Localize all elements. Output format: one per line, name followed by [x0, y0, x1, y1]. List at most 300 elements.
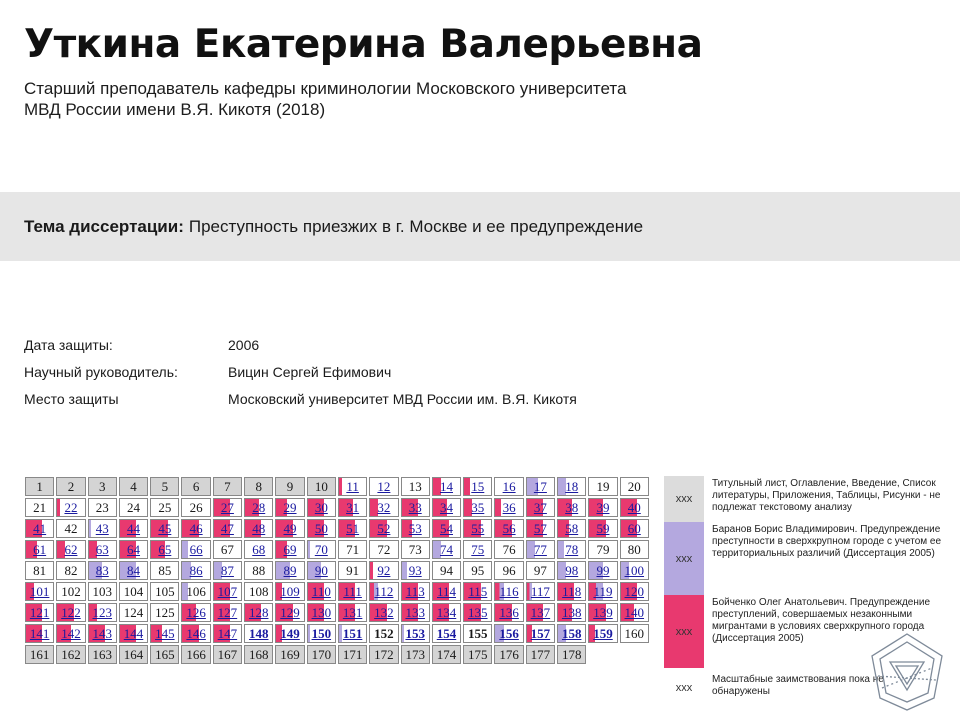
page-cell-115[interactable] [463, 582, 492, 601]
page-cell-23 [88, 498, 117, 517]
page-cell-92[interactable] [369, 561, 398, 580]
page-number: 28 [252, 499, 266, 515]
page-number: 119 [593, 583, 613, 599]
page-cell-55[interactable] [463, 519, 492, 538]
page-number: 71 [346, 541, 360, 557]
page-cell-162 [56, 645, 85, 664]
page-number: 61 [33, 541, 47, 557]
page-cell-37[interactable] [526, 498, 555, 517]
page-number: 59 [596, 520, 610, 536]
page-number: 132 [374, 604, 394, 620]
page-cell-154[interactable] [432, 624, 461, 643]
page-cell-86[interactable] [181, 561, 210, 580]
page-cell-157[interactable] [526, 624, 555, 643]
page-cell-68[interactable] [244, 540, 273, 559]
page-number: 50 [314, 520, 328, 536]
page-cell-83[interactable] [88, 561, 117, 580]
page-number: 31 [346, 499, 360, 515]
page-number: 75 [471, 541, 485, 557]
page-number: 136 [499, 604, 519, 620]
page-cell-64[interactable] [119, 540, 148, 559]
page-cell-42 [56, 519, 85, 538]
page-number: 111 [343, 583, 362, 599]
page-number: 5 [161, 478, 169, 494]
page-cell-75[interactable] [463, 540, 492, 559]
page-number: 88 [252, 562, 266, 578]
page-cell-59[interactable] [588, 519, 617, 538]
page-number: 8 [255, 478, 262, 494]
page-cell-6 [181, 477, 210, 496]
page-number: 51 [346, 520, 360, 536]
page-cell-53[interactable] [401, 519, 430, 538]
page-coverage-bar [558, 541, 563, 558]
page-coverage-bar [308, 541, 311, 558]
page-cell-111[interactable] [338, 582, 367, 601]
page-cell-97 [526, 561, 555, 580]
page-cell-33[interactable] [401, 498, 430, 517]
legend-swatch: xxx [664, 668, 704, 708]
page-number: 178 [561, 646, 582, 662]
page-cell-140[interactable] [620, 603, 649, 622]
page-cell-128[interactable] [244, 603, 273, 622]
info-value: 2006 [228, 336, 260, 353]
page-number: 169 [280, 646, 300, 662]
page-cell-56[interactable] [494, 519, 523, 538]
page-cell-116[interactable] [494, 582, 523, 601]
page-cell-127[interactable] [213, 603, 242, 622]
page-number: 124 [123, 604, 144, 620]
page-number: 154 [436, 625, 457, 641]
page-number: 142 [61, 625, 81, 641]
page-number: 7 [224, 478, 231, 494]
page-number: 96 [502, 562, 516, 578]
info-value: Вицин Сергей Ефимович [228, 363, 392, 380]
page-cell-32[interactable] [369, 498, 398, 517]
page-cell-46[interactable] [181, 519, 210, 538]
page-cell-69[interactable] [275, 540, 304, 559]
page-cell-129[interactable] [275, 603, 304, 622]
page-cell-132[interactable] [369, 603, 398, 622]
page-number: 106 [186, 583, 206, 599]
page-number: 104 [123, 583, 144, 599]
page-cell-63[interactable] [88, 540, 117, 559]
page-cell-12[interactable] [369, 477, 398, 496]
page-cell-35[interactable] [463, 498, 492, 517]
page-cell-126[interactable] [181, 603, 210, 622]
page-number: 13 [408, 478, 422, 494]
page-cell-20 [620, 477, 649, 496]
page-cell-48[interactable] [244, 519, 273, 538]
page-coverage-bar [182, 541, 187, 558]
page-number: 83 [95, 562, 109, 578]
page-cell-122[interactable] [56, 603, 85, 622]
page-cell-54[interactable] [432, 519, 461, 538]
page-cell-5 [150, 477, 179, 496]
page-cell-15[interactable] [463, 477, 492, 496]
page-cell-151[interactable] [338, 624, 367, 643]
page-cell-78[interactable] [557, 540, 586, 559]
page-cell-40[interactable] [620, 498, 649, 517]
page-cell-139[interactable] [588, 603, 617, 622]
page-cell-8 [244, 477, 273, 496]
page-cell-43[interactable] [88, 519, 117, 538]
page-coverage-bar [402, 562, 407, 579]
page-cell-45[interactable] [150, 519, 179, 538]
info-key: Дата защиты: [24, 336, 113, 353]
page-cell-70[interactable] [307, 540, 336, 559]
page-cell-131[interactable] [338, 603, 367, 622]
page-number: 68 [252, 541, 266, 557]
page-cell-161 [25, 645, 54, 664]
page-number: 18 [565, 478, 579, 494]
page-cell-110[interactable] [307, 582, 336, 601]
page-coverage-bar [339, 478, 342, 495]
page-coverage-bar [495, 499, 500, 516]
page-number: 25 [158, 499, 172, 515]
page-number: 54 [440, 520, 453, 536]
page-number: 92 [377, 562, 391, 578]
topic-label: Тема диссертации: [24, 216, 184, 236]
page-number: 49 [283, 520, 297, 536]
info-row-date [24, 331, 577, 358]
page-number: 165 [155, 646, 175, 662]
info-row-supervisor [24, 358, 577, 385]
page-cell-13 [401, 477, 430, 496]
page-cell-149[interactable] [275, 624, 304, 643]
page-coverage-bar [57, 499, 60, 516]
page-number: 90 [314, 562, 328, 578]
page-number: 134 [436, 604, 457, 620]
page-number: 118 [562, 583, 582, 599]
page-cell-50[interactable] [307, 519, 336, 538]
page-number: 152 [374, 625, 394, 641]
page-coverage-bar [89, 520, 92, 537]
page-cell-141[interactable] [25, 624, 54, 643]
page-number: 121 [29, 604, 50, 620]
page-cell-153[interactable] [401, 624, 430, 643]
page-cell-109[interactable] [275, 582, 304, 601]
page-number: 164 [123, 646, 144, 662]
page-number: 24 [127, 499, 141, 515]
page-number: 167 [217, 646, 238, 662]
page-number: 42 [64, 520, 78, 536]
page-cell-62[interactable] [56, 540, 85, 559]
page-cell-10 [307, 477, 336, 496]
page-number: 147 [217, 625, 238, 641]
page-cell-29[interactable] [275, 498, 304, 517]
page-number: 109 [280, 583, 300, 599]
page-cell-112[interactable] [369, 582, 398, 601]
page-cell-166 [181, 645, 210, 664]
page-number: 144 [123, 625, 144, 641]
page-cell-123[interactable] [88, 603, 117, 622]
page-cell-11[interactable] [338, 477, 367, 496]
page-cell-30[interactable] [307, 498, 336, 517]
page-cell-71 [338, 540, 367, 559]
page-cell-18[interactable] [557, 477, 586, 496]
page-cell-96 [494, 561, 523, 580]
page-cell-36[interactable] [494, 498, 523, 517]
page-cell-41[interactable] [25, 519, 54, 538]
page-cell-176 [494, 645, 523, 664]
page-number: 19 [596, 478, 610, 494]
page-cell-150[interactable] [307, 624, 336, 643]
page-coverage-bar [308, 625, 311, 642]
page-cell-170 [307, 645, 336, 664]
page-cell-101[interactable] [25, 582, 54, 601]
page-cell-120[interactable] [620, 582, 649, 601]
page-number: 140 [624, 604, 645, 620]
page-number: 91 [346, 562, 360, 578]
topic-value: Преступность приезжих в г. Москве и ее предупреждение [188, 216, 644, 236]
page-number: 95 [471, 562, 485, 578]
page-number: 170 [311, 646, 332, 662]
page-cell-159[interactable] [588, 624, 617, 643]
page-cell-142[interactable] [56, 624, 85, 643]
page-cell-124 [119, 603, 148, 622]
page-cell-85 [150, 561, 179, 580]
page-cell-84[interactable] [119, 561, 148, 580]
page-cell-17[interactable] [526, 477, 555, 496]
page-cell-108 [244, 582, 273, 601]
page-cell-173 [401, 645, 430, 664]
page-number: 120 [624, 583, 645, 599]
page-cell-134[interactable] [432, 603, 461, 622]
page-cell-73 [401, 540, 430, 559]
page-cell-47[interactable] [213, 519, 242, 538]
page-cell-4 [119, 477, 148, 496]
page-cell-147[interactable] [213, 624, 242, 643]
legend-swatch: xxx [664, 522, 704, 595]
page-number: 40 [627, 499, 641, 515]
page-number: 163 [92, 646, 112, 662]
page-cell-94 [432, 561, 461, 580]
page-cell-44[interactable] [119, 519, 148, 538]
page-number: 100 [624, 562, 645, 578]
page-cell-138[interactable] [557, 603, 586, 622]
page-number: 73 [408, 541, 422, 557]
page-number: 148 [248, 625, 269, 641]
page-number: 57 [533, 520, 547, 536]
page-cell-51[interactable] [338, 519, 367, 538]
page-cell-16[interactable] [494, 477, 523, 496]
stamp-seal-icon [868, 628, 946, 714]
page-number: 172 [374, 646, 394, 662]
page-cell-148[interactable] [244, 624, 273, 643]
page-cell-2 [56, 477, 85, 496]
page-cell-14[interactable] [432, 477, 461, 496]
page-coverage-bar [370, 562, 373, 579]
page-number: 41 [33, 520, 47, 536]
page-number: 115 [468, 583, 488, 599]
page-cell-156[interactable] [494, 624, 523, 643]
page-number: 6 [192, 478, 200, 494]
page-cell-66[interactable] [181, 540, 210, 559]
page-cell-163 [88, 645, 117, 664]
page-cell-152 [369, 624, 398, 643]
page-cell-74[interactable] [432, 540, 461, 559]
page-cell-24 [119, 498, 148, 517]
page-cell-99[interactable] [588, 561, 617, 580]
page-number: 175 [468, 646, 488, 662]
page-number: 160 [624, 625, 645, 641]
page-cell-103 [88, 582, 117, 601]
page-cell-105 [150, 582, 179, 601]
page-number: 177 [530, 646, 551, 662]
page-cell-158[interactable] [557, 624, 586, 643]
page-number: 97 [533, 562, 547, 578]
page-cell-136[interactable] [494, 603, 523, 622]
page-cell-22[interactable] [56, 498, 85, 517]
page-cell-90[interactable] [307, 561, 336, 580]
page-cell-61[interactable] [25, 540, 54, 559]
page-number: 36 [502, 499, 516, 515]
page-cell-146[interactable] [181, 624, 210, 643]
page-cell-25 [150, 498, 179, 517]
page-cell-145[interactable] [150, 624, 179, 643]
page-cell-118[interactable] [557, 582, 586, 601]
page-number: 53 [408, 520, 422, 536]
page-cell-119[interactable] [588, 582, 617, 601]
page-cell-106 [181, 582, 210, 601]
page-cell-26 [181, 498, 210, 517]
page-number: 93 [408, 562, 422, 578]
page-number: 38 [565, 499, 579, 515]
page-cell-80 [620, 540, 649, 559]
page-cell-57[interactable] [526, 519, 555, 538]
page-number: 168 [248, 646, 269, 662]
page-number: 105 [155, 583, 175, 599]
page-number: 173 [405, 646, 425, 662]
page-number: 130 [311, 604, 332, 620]
page-number: 145 [155, 625, 175, 641]
page-number: 32 [377, 499, 391, 515]
page-number: 58 [565, 520, 579, 536]
page-cell-19 [588, 477, 617, 496]
legend-text: Баранов Борис Владимирович. Предупреждение преступности в сверхкрупном городе с учетом ее территориальных различий (Диссертация 2005) [712, 524, 942, 559]
page-cell-93[interactable] [401, 561, 430, 580]
page-cell-125 [150, 603, 179, 622]
page-cell-133[interactable] [401, 603, 430, 622]
page-number: 137 [530, 604, 551, 620]
page-cell-60[interactable] [620, 519, 649, 538]
page-number: 127 [217, 604, 238, 620]
page-number: 99 [596, 562, 610, 578]
page-cell-113[interactable] [401, 582, 430, 601]
page-number: 20 [627, 478, 641, 494]
page-number: 161 [29, 646, 50, 662]
page-number: 123 [92, 604, 112, 620]
page-number: 76 [502, 541, 516, 557]
page-number: 133 [405, 604, 425, 620]
page-number: 112 [374, 583, 394, 599]
page-cell-81 [25, 561, 54, 580]
legend-text: Масштабные заимствования пока не обнаружены [712, 674, 884, 697]
page-cell-117[interactable] [526, 582, 555, 601]
page-number: 29 [283, 499, 297, 515]
page-cell-39[interactable] [588, 498, 617, 517]
page-cell-21 [25, 498, 54, 517]
page-cell-52[interactable] [369, 519, 398, 538]
page-number: 3 [98, 478, 106, 494]
legend-item-source-baranov [664, 522, 944, 595]
page-cell-88 [244, 561, 273, 580]
page-cell-130[interactable] [307, 603, 336, 622]
page-cell-82 [56, 561, 85, 580]
page-number: 162 [61, 646, 81, 662]
page-number: 70 [314, 541, 328, 557]
page-cell-135[interactable] [463, 603, 492, 622]
page-number: 56 [502, 520, 516, 536]
page-number: 101 [29, 583, 50, 599]
page-cell-102 [56, 582, 85, 601]
legend-text: Титульный лист, Оглавление, Введение, Список литературы, Приложения, Таблицы, Рисунки - не подлежат текстовому анализу [712, 478, 941, 513]
page-number: 159 [593, 625, 613, 641]
page-number: 85 [158, 562, 172, 578]
page-number: 98 [565, 562, 579, 578]
page-cell-89[interactable] [275, 561, 304, 580]
page-cell-58[interactable] [557, 519, 586, 538]
page-cell-31[interactable] [338, 498, 367, 517]
page-number: 80 [627, 541, 641, 557]
page-cell-144[interactable] [119, 624, 148, 643]
page-cell-28[interactable] [244, 498, 273, 517]
page-number: 64 [127, 541, 141, 557]
page-number: 37 [533, 499, 547, 515]
page-cell-98[interactable] [557, 561, 586, 580]
page-coverage-bar [464, 478, 469, 495]
page-number: 55 [471, 520, 485, 536]
page-number: 72 [377, 541, 391, 557]
info-value: Московский университет МВД России им. В.Я. Кикотя [228, 390, 577, 407]
legend-swatch: xxx [664, 476, 704, 522]
page-number: 174 [436, 646, 457, 662]
page-cell-7 [213, 477, 242, 496]
page-cell-77[interactable] [526, 540, 555, 559]
page-cell-121[interactable] [25, 603, 54, 622]
page-cell-65[interactable] [150, 540, 179, 559]
page-number: 63 [95, 541, 109, 557]
page-number: 23 [95, 499, 109, 515]
page-number: 67 [220, 541, 234, 557]
page-number: 34 [440, 499, 453, 515]
legend-text: Бойченко Олег Анатольевич. Предупреждение преступлений, совершаемых незаконными мигрантами в условиях сверхкрупного города (Диссертация 2005) [712, 597, 931, 644]
page-cell-137[interactable] [526, 603, 555, 622]
page-cell-87[interactable] [213, 561, 242, 580]
page-number: 166 [186, 646, 206, 662]
page-cell-100[interactable] [620, 561, 649, 580]
page-coverage-bar [402, 625, 405, 642]
page-number: 138 [561, 604, 582, 620]
page-number: 146 [186, 625, 206, 641]
page-cell-178 [557, 645, 586, 664]
page-coverage-bar [339, 625, 342, 642]
page-cell-27[interactable] [213, 498, 242, 517]
page-cell-49[interactable] [275, 519, 304, 538]
page-number: 107 [217, 583, 238, 599]
page-number: 66 [189, 541, 203, 557]
page-cell-38[interactable] [557, 498, 586, 517]
page-number: 155 [468, 625, 488, 641]
page-number: 176 [499, 646, 519, 662]
page-cell-107[interactable] [213, 582, 242, 601]
page-number: 102 [61, 583, 81, 599]
page-cell-114[interactable] [432, 582, 461, 601]
page-cell-34[interactable] [432, 498, 461, 517]
page-cell-143[interactable] [88, 624, 117, 643]
page-number: 114 [436, 583, 457, 599]
page-number: 77 [533, 541, 547, 557]
